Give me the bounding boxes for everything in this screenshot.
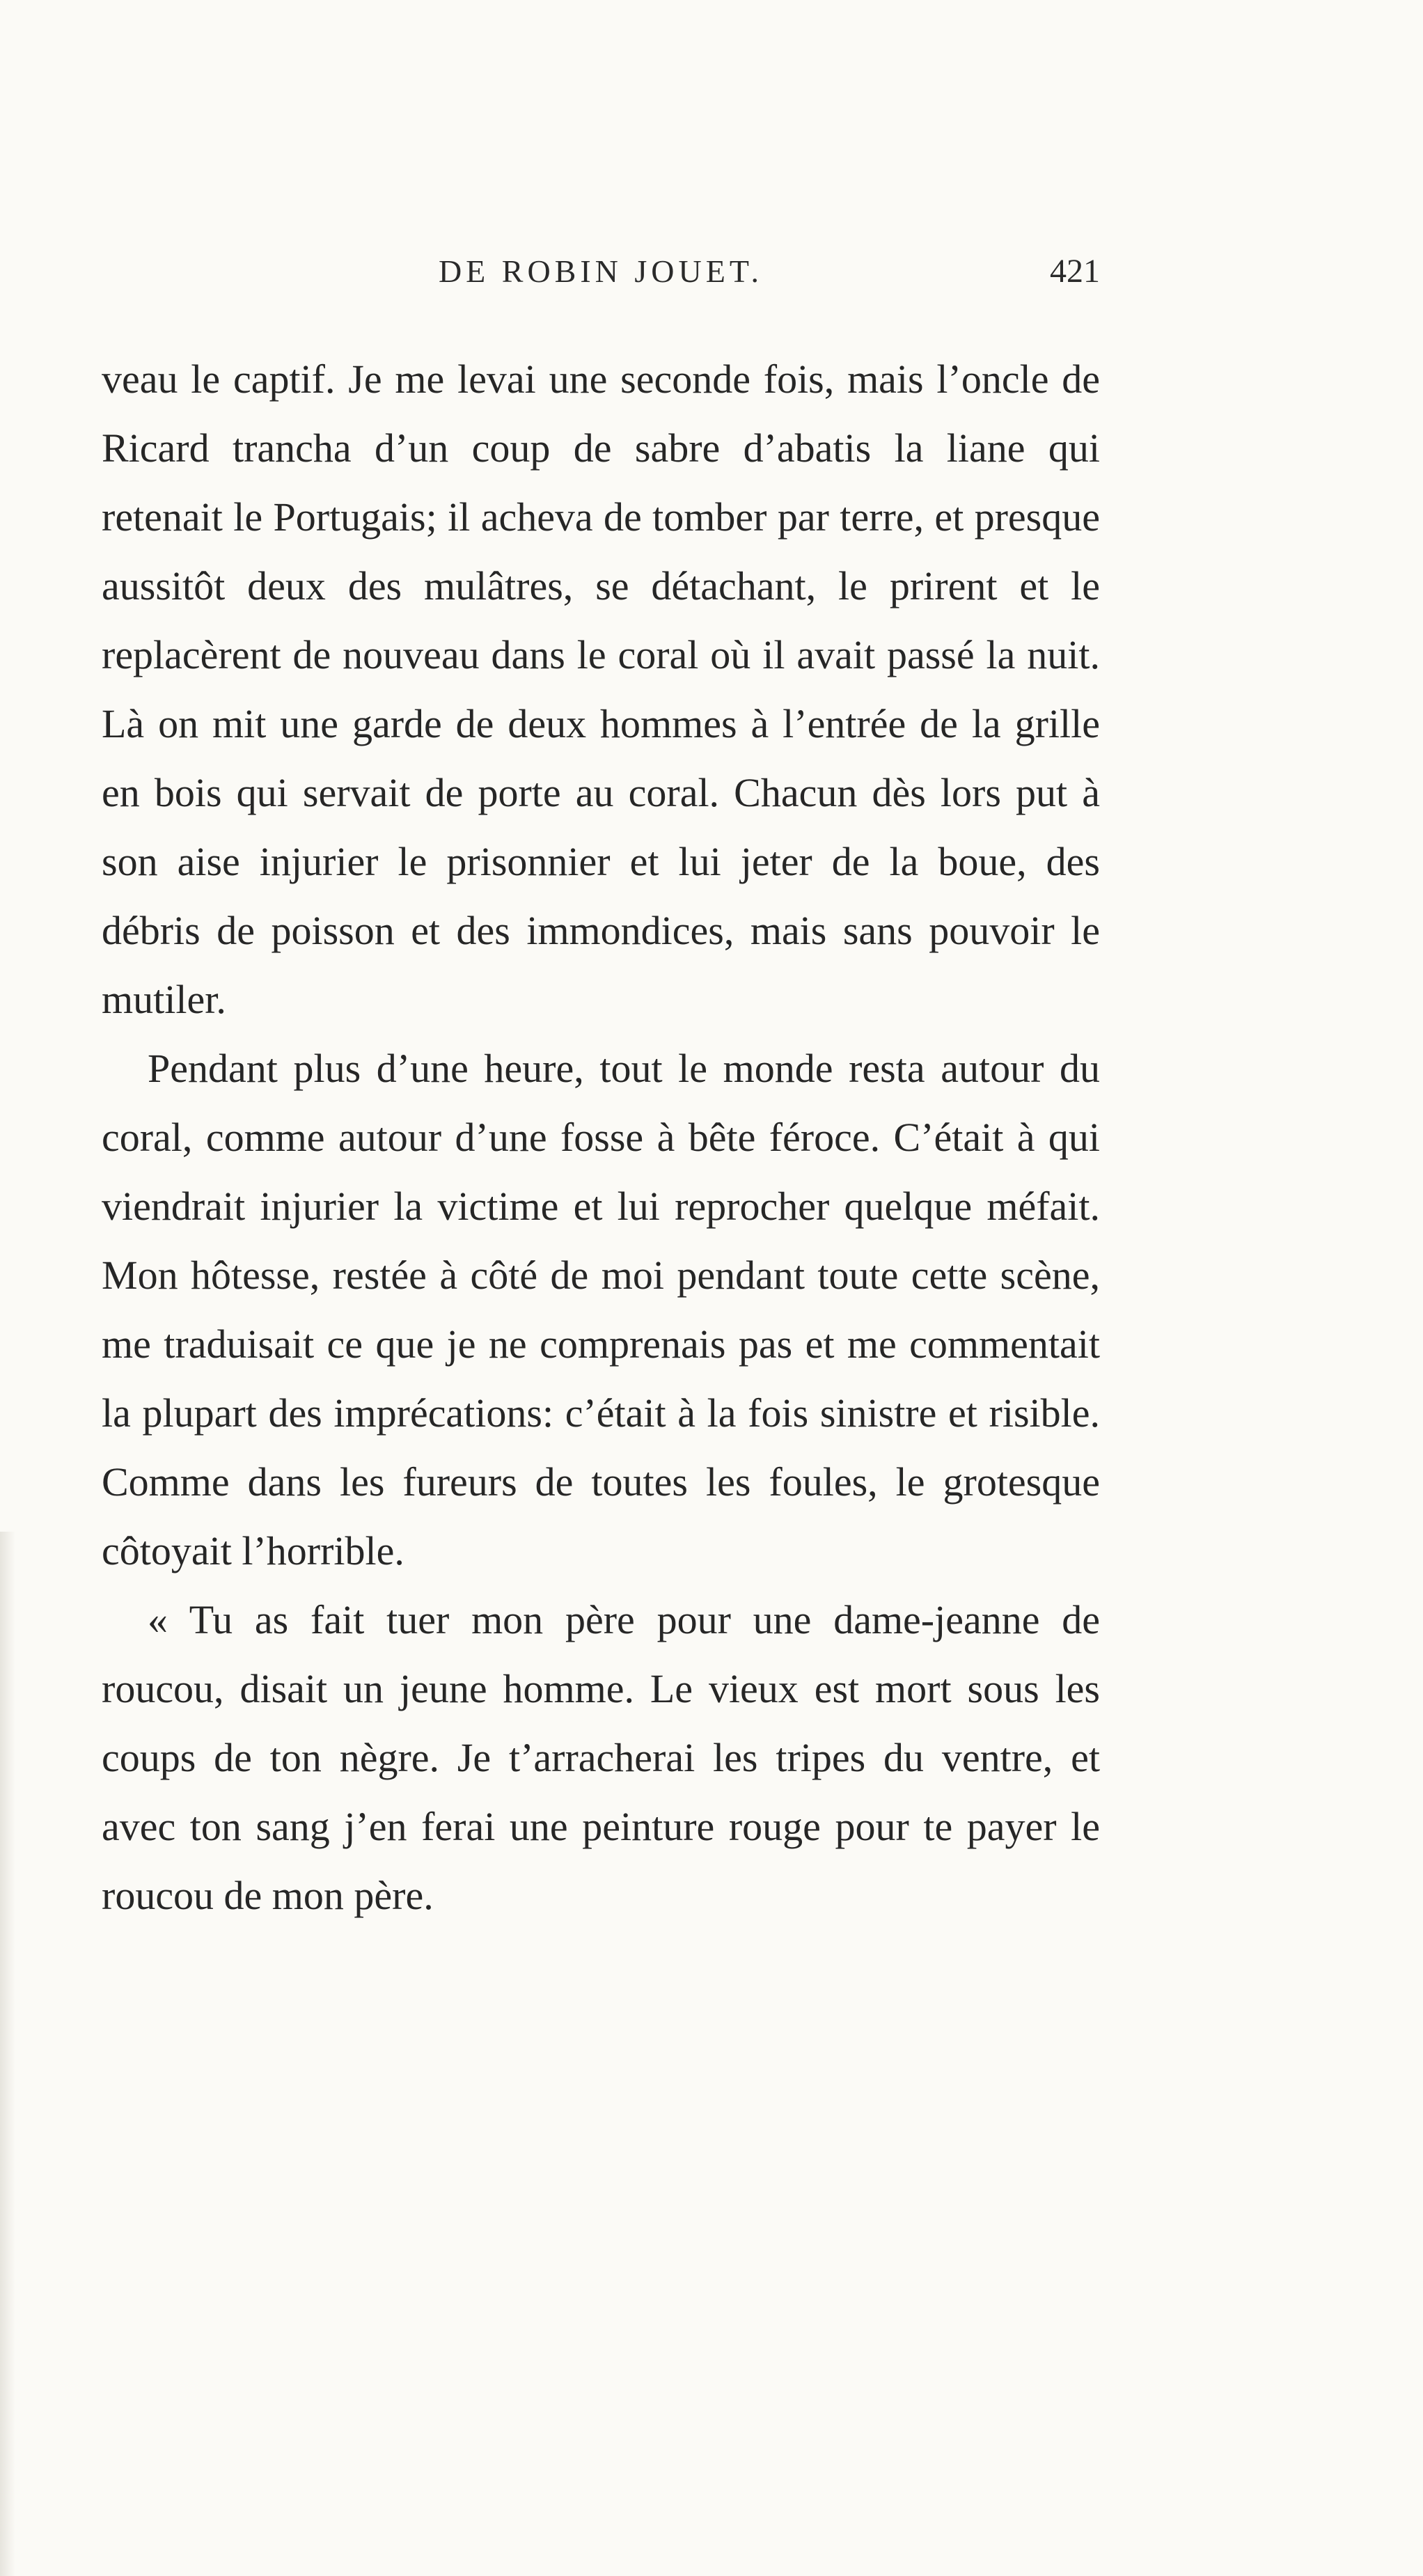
paragraph-quote: « Tu as fait tuer mon père pour une dame-jeanne de roucou, disait un jeune homme. Le vieux est mort sous les coups de ton nègre. Je t’arracherai les tripes du ventre, et avec ton sang j’en ferai une peinture rouge pour te payer le roucou de mon père. <box>102 1597 1100 1918</box>
paragraph: Pendant plus d’une heure, tout le monde resta autour du coral, comme autour d’une fosse à bête féroce. C’était à qui viendrait injurier la victime et lui reprocher quelque méfait. Mon hôtesse, restée à côté de moi pendant toute cette scène, me traduisait ce que je ne comprenais pas et me commentait la plupart des imprécations: c’était à la fois sinistre et risible. Comme dans les fureurs de toutes les foules, le grotesque côtoyait l’horrible. <box>102 1046 1100 1573</box>
page-number: 421 <box>1050 253 1100 290</box>
scan-edge-shadow <box>0 1532 15 2576</box>
running-title: DE ROBIN JOUET. <box>438 253 764 289</box>
body-text <box>102 345 1100 1930</box>
page-header <box>102 247 1100 296</box>
paragraph-continuation: veau le captif. Je me levai une seconde fois, mais l’oncle de Ricard trancha d’un coup de sabre d’abatis la liane qui retenait le Portugais; il acheva de tomber par terre, et presque aussitôt deux des mulâtres, se détachant, le prirent et le replacèrent de nouveau dans le coral où il avait passé la nuit. Là on mit une garde de deux hommes à l’entrée de la grille en bois qui servait de porte au coral. Chacun dès lors put à son aise injurier le prisonnier et lui jeter de la boue, des débris de poisson et des immondices, mais sans pouvoir le mutiler. <box>102 356 1100 1022</box>
